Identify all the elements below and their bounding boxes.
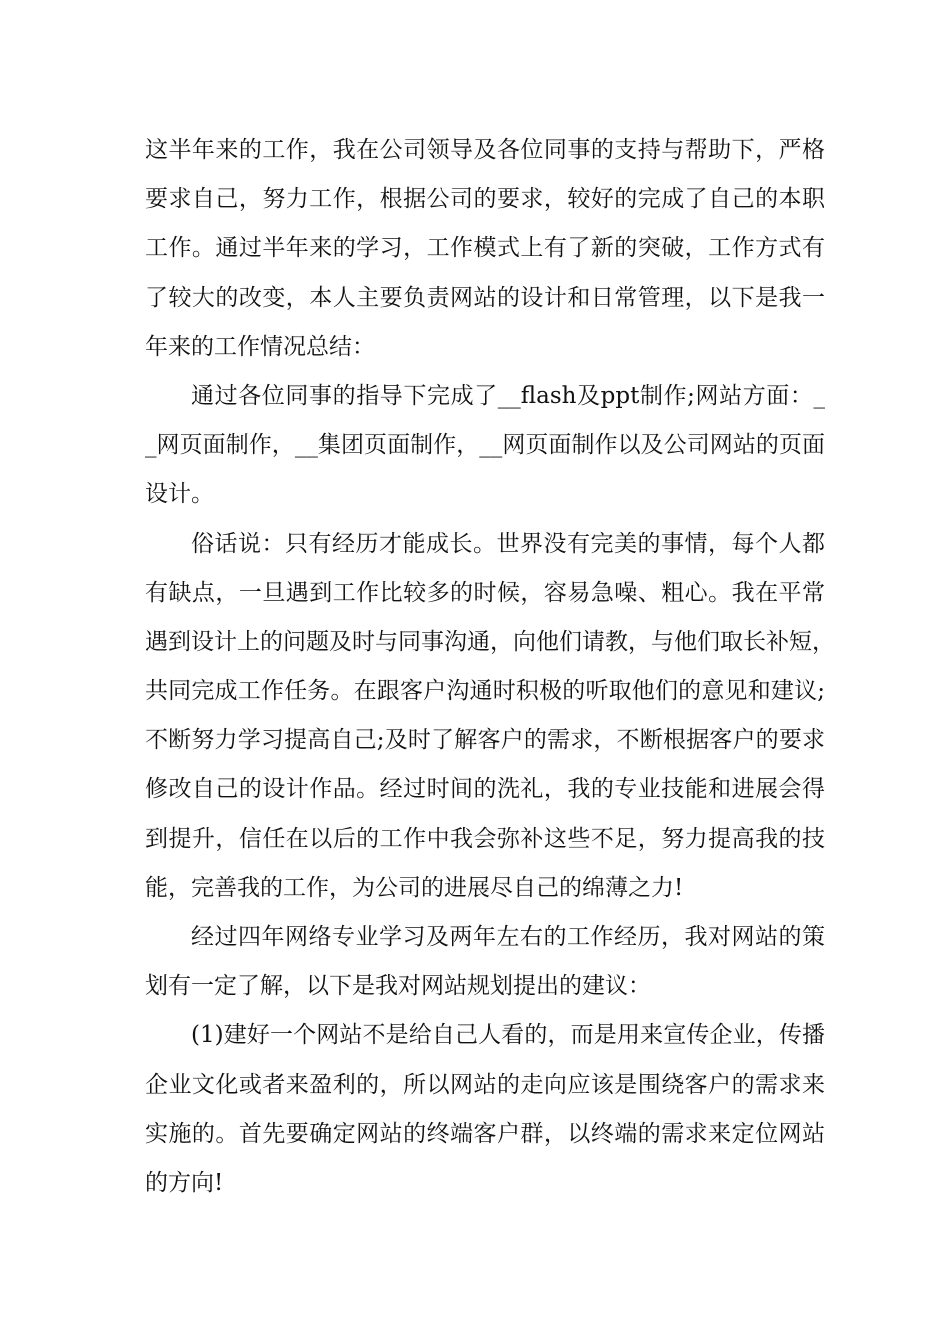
text-line: 不断努力学习提高自己;及时了解客户的需求，不断根据客户的要求 (145, 727, 825, 754)
document-body (145, 126, 835, 1208)
text-line: 到提升，信任在以后的工作中我会弥补这些不足，努力提高我的技 (145, 825, 825, 852)
paragraph-completed-work (145, 372, 825, 520)
text-line: 的方向! (145, 1169, 224, 1196)
text-line: _网页面制作，__集团页面制作，__网页面制作以及公司网站的页面 (145, 432, 825, 459)
text-line: 了较大的改变，本人主要负责网站的设计和日常管理，以下是我一 (145, 284, 825, 311)
paragraph-work-summary-intro (145, 126, 825, 372)
text-line: 划有一定了解，以下是我对网站规划提出的建议： (145, 973, 651, 1000)
paragraph-website-planning (145, 913, 825, 1011)
text-line: 工作。通过半年来的学习，工作模式上有了新的突破，工作方式有 (145, 235, 825, 262)
text-line: 共同完成工作任务。在跟客户沟通时积极的听取他们的意见和建议; (145, 678, 825, 705)
text-line: 设计。 (145, 481, 214, 508)
text-line: 实施的。首先要确定网站的终端客户群，以终端的需求来定位网站 (145, 1120, 825, 1147)
text-line: 有缺点，一旦遇到工作比较多的时候，容易急噪、粗心。我在平常 (145, 579, 825, 606)
text-line: 要求自己，努力工作，根据公司的要求，较好的完成了自己的本职 (145, 186, 825, 213)
text-line: 通过各位同事的指导下完成了__flash及ppt制作;网站方面：_ (191, 382, 825, 409)
text-line: 企业文化或者来盈利的，所以网站的走向应该是围绕客户的需求来 (145, 1071, 825, 1098)
paragraph-suggestion-1 (145, 1011, 825, 1208)
text-line: 经过四年网络专业学习及两年左右的工作经历，我对网站的策 (191, 924, 825, 950)
text-line: 修改自己的设计作品。经过时间的洗礼，我的专业技能和进展会得 (145, 776, 825, 803)
paragraph-experience-growth (145, 520, 835, 914)
text-line: 年来的工作情况总结： (145, 333, 375, 360)
text-line: 能，完善我的工作，为公司的进展尽自己的绵薄之力! (145, 874, 684, 901)
text-line: 这半年来的工作，我在公司领导及各位同事的支持与帮助下，严格 (145, 137, 825, 163)
text-line: 遇到设计上的问题及时与同事沟通，向他们请教，与他们取长补短， (145, 628, 835, 655)
text-line: 俗话说：只有经历才能成长。世界没有完美的事情，每个人都 (191, 530, 825, 557)
text-line: (1)建好一个网站不是给自己人看的，而是用来宣传企业，传播 (191, 1022, 825, 1049)
